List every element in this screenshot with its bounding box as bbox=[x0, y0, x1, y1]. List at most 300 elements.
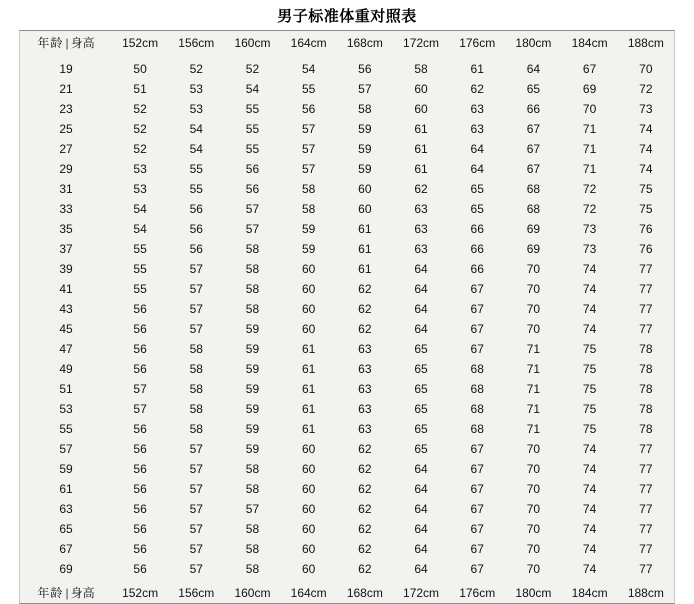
table-row bbox=[20, 399, 674, 419]
weight-cell: 70 bbox=[582, 102, 597, 116]
weight-cell: 59 bbox=[245, 422, 260, 436]
row-header-age: 29 bbox=[59, 162, 73, 176]
weight-cell: 66 bbox=[526, 102, 541, 116]
weight-cell: 67 bbox=[582, 62, 597, 76]
weight-cell: 78 bbox=[639, 402, 653, 416]
weight-cell: 63 bbox=[414, 242, 428, 256]
weight-cell: 57 bbox=[358, 82, 372, 96]
row-header-age: 25 bbox=[59, 122, 73, 136]
weight-cell: 57 bbox=[189, 262, 203, 276]
weight-cell: 58 bbox=[245, 262, 260, 276]
weight-cell: 76 bbox=[639, 222, 653, 236]
weight-cell: 65 bbox=[470, 182, 484, 196]
weight-cell: 57 bbox=[245, 222, 260, 236]
weight-cell: 67 bbox=[470, 282, 484, 296]
weight-cell: 56 bbox=[189, 242, 203, 256]
weight-cell: 56 bbox=[133, 522, 147, 536]
weight-cell: 75 bbox=[582, 422, 597, 436]
weight-cell: 68 bbox=[526, 202, 541, 216]
weight-cell: 56 bbox=[133, 302, 147, 316]
weight-cell: 73 bbox=[582, 242, 597, 256]
weight-cell: 61 bbox=[414, 142, 428, 156]
weight-cell: 72 bbox=[582, 202, 597, 216]
weight-cell: 56 bbox=[133, 502, 147, 516]
weight-cell: 70 bbox=[526, 542, 541, 556]
weight-cell: 56 bbox=[133, 562, 147, 576]
weight-cell: 61 bbox=[358, 242, 372, 256]
row-header-age: 19 bbox=[59, 62, 73, 76]
weight-cell: 58 bbox=[245, 542, 260, 556]
weight-cell: 78 bbox=[639, 422, 653, 436]
weight-cell: 54 bbox=[189, 142, 203, 156]
weight-cell: 61 bbox=[301, 342, 316, 356]
weight-cell: 63 bbox=[358, 402, 372, 416]
weight-cell: 74 bbox=[582, 282, 597, 296]
weight-cell: 54 bbox=[301, 62, 316, 76]
weight-cell: 60 bbox=[301, 462, 316, 476]
column-header: 172cm bbox=[403, 36, 440, 50]
weight-cell: 52 bbox=[189, 62, 203, 76]
weight-cell: 56 bbox=[189, 202, 203, 216]
table-row bbox=[20, 519, 674, 539]
weight-cell: 56 bbox=[133, 462, 147, 476]
weight-cell: 65 bbox=[414, 362, 428, 376]
weight-cell: 75 bbox=[582, 342, 597, 356]
weight-cell: 60 bbox=[414, 82, 428, 96]
weight-cell: 55 bbox=[245, 122, 260, 136]
weight-cell: 74 bbox=[582, 262, 597, 276]
weight-cell: 55 bbox=[301, 82, 316, 96]
weight-cell: 74 bbox=[639, 162, 653, 176]
row-header-age: 61 bbox=[59, 482, 73, 496]
weight-cell: 74 bbox=[639, 122, 653, 136]
weight-cell: 59 bbox=[245, 402, 260, 416]
weight-cell: 72 bbox=[639, 82, 653, 96]
row-header-age: 33 bbox=[59, 202, 73, 216]
weight-cell: 64 bbox=[414, 482, 428, 496]
weight-cell: 58 bbox=[414, 62, 428, 76]
row-header-age: 35 bbox=[59, 222, 73, 236]
weight-cell: 77 bbox=[639, 562, 653, 576]
weight-cell: 56 bbox=[245, 182, 260, 196]
weight-cell: 56 bbox=[133, 542, 147, 556]
weight-cell: 51 bbox=[133, 82, 147, 96]
weight-cell: 74 bbox=[582, 482, 597, 496]
weight-cell: 67 bbox=[470, 322, 484, 336]
row-header-age: 63 bbox=[59, 502, 73, 516]
weight-cell: 54 bbox=[189, 122, 203, 136]
weight-cell: 59 bbox=[245, 442, 260, 456]
column-footer: 176cm bbox=[459, 586, 496, 600]
row-header-age: 67 bbox=[59, 542, 73, 556]
weight-cell: 50 bbox=[133, 62, 147, 76]
weight-cell: 55 bbox=[245, 142, 260, 156]
column-footer: 152cm bbox=[122, 586, 159, 600]
weight-cell: 62 bbox=[358, 502, 372, 516]
row-header-age: 31 bbox=[59, 182, 73, 196]
row-header-age: 27 bbox=[59, 142, 73, 156]
weight-cell: 71 bbox=[582, 142, 597, 156]
weight-cell: 74 bbox=[582, 302, 597, 316]
weight-cell: 62 bbox=[358, 542, 372, 556]
weight-cell: 55 bbox=[133, 282, 147, 296]
table-row bbox=[20, 79, 674, 99]
column-header: 168cm bbox=[346, 36, 383, 50]
weight-cell: 78 bbox=[639, 382, 653, 396]
weight-cell: 70 bbox=[526, 462, 541, 476]
weight-cell: 68 bbox=[470, 362, 484, 376]
weight-cell: 62 bbox=[358, 482, 372, 496]
table-row bbox=[20, 199, 674, 219]
weight-cell: 53 bbox=[189, 102, 203, 116]
weight-cell: 64 bbox=[414, 302, 428, 316]
header-row bbox=[20, 31, 674, 55]
weight-cell: 67 bbox=[470, 562, 484, 576]
weight-cell: 56 bbox=[189, 222, 203, 236]
weight-cell: 56 bbox=[133, 322, 147, 336]
weight-cell: 60 bbox=[301, 262, 316, 276]
table-row bbox=[20, 159, 674, 179]
table-row bbox=[20, 559, 674, 579]
row-header-age: 37 bbox=[59, 242, 73, 256]
weight-cell: 77 bbox=[639, 542, 653, 556]
table-row bbox=[20, 239, 674, 259]
weight-cell: 71 bbox=[526, 342, 541, 356]
weight-cell: 62 bbox=[358, 522, 372, 536]
corner-label-height: 身高 bbox=[70, 36, 95, 50]
weight-cell: 74 bbox=[582, 442, 597, 456]
weight-cell: 65 bbox=[414, 342, 428, 356]
weight-cell: 77 bbox=[639, 522, 653, 536]
page-title: 男子标准体重对照表 bbox=[277, 8, 417, 25]
column-header: 188cm bbox=[627, 36, 664, 50]
weight-cell: 57 bbox=[133, 382, 147, 396]
weight-cell: 62 bbox=[358, 302, 372, 316]
weight-cell: 58 bbox=[245, 462, 260, 476]
weight-cell: 68 bbox=[470, 422, 484, 436]
weight-cell: 63 bbox=[414, 202, 428, 216]
weight-cell: 53 bbox=[133, 182, 147, 196]
weight-cell: 59 bbox=[358, 162, 372, 176]
weight-cell: 66 bbox=[470, 262, 484, 276]
weight-cell: 57 bbox=[189, 522, 203, 536]
weight-cell: 67 bbox=[470, 462, 484, 476]
weight-cell: 67 bbox=[526, 122, 541, 136]
weight-cell: 71 bbox=[526, 402, 541, 416]
weight-cell: 64 bbox=[414, 282, 428, 296]
weight-cell: 58 bbox=[245, 482, 260, 496]
weight-cell: 67 bbox=[470, 502, 484, 516]
weight-cell: 75 bbox=[639, 202, 653, 216]
weight-cell: 63 bbox=[358, 342, 372, 356]
column-header: 156cm bbox=[178, 36, 215, 50]
weight-cell: 69 bbox=[526, 242, 541, 256]
column-header: 180cm bbox=[515, 36, 552, 50]
row-header-age: 59 bbox=[59, 462, 73, 476]
weight-cell: 60 bbox=[358, 182, 372, 196]
weight-cell: 62 bbox=[358, 322, 372, 336]
weight-cell: 57 bbox=[189, 302, 203, 316]
weight-cell: 57 bbox=[189, 562, 203, 576]
weight-cell: 52 bbox=[133, 102, 147, 116]
table-row bbox=[20, 479, 674, 499]
table-row bbox=[20, 459, 674, 479]
table-row bbox=[20, 99, 674, 119]
weight-cell: 77 bbox=[639, 482, 653, 496]
weight-cell: 61 bbox=[470, 62, 484, 76]
weight-cell: 62 bbox=[358, 462, 372, 476]
weight-cell: 67 bbox=[470, 542, 484, 556]
corner-label-height: 身高 bbox=[70, 586, 95, 600]
weight-cell: 71 bbox=[526, 362, 541, 376]
weight-cell: 57 bbox=[189, 462, 203, 476]
weight-cell: 57 bbox=[245, 502, 260, 516]
weight-cell: 62 bbox=[358, 562, 372, 576]
table-row bbox=[20, 539, 674, 559]
weight-cell: 76 bbox=[639, 242, 653, 256]
table-row bbox=[20, 179, 674, 199]
weight-cell: 61 bbox=[358, 222, 372, 236]
weight-cell: 60 bbox=[301, 542, 316, 556]
weight-cell: 58 bbox=[245, 282, 260, 296]
weight-cell: 66 bbox=[470, 222, 484, 236]
table-body bbox=[20, 59, 674, 579]
weight-cell: 60 bbox=[301, 502, 316, 516]
weight-cell: 77 bbox=[639, 302, 653, 316]
weight-cell: 75 bbox=[582, 402, 597, 416]
weight-cell: 53 bbox=[133, 162, 147, 176]
weight-cell: 54 bbox=[133, 222, 147, 236]
weight-cell: 65 bbox=[414, 402, 428, 416]
column-header: 152cm bbox=[122, 36, 159, 50]
weight-cell: 55 bbox=[189, 182, 203, 196]
weight-cell: 71 bbox=[526, 382, 541, 396]
weight-cell: 59 bbox=[245, 342, 260, 356]
table-row bbox=[20, 359, 674, 379]
weight-cell: 58 bbox=[245, 522, 260, 536]
weight-cell: 60 bbox=[301, 482, 316, 496]
weight-cell: 77 bbox=[639, 502, 653, 516]
weight-cell: 62 bbox=[358, 442, 372, 456]
weight-cell: 68 bbox=[526, 182, 541, 196]
weight-cell: 61 bbox=[301, 422, 316, 436]
weight-cell: 56 bbox=[301, 102, 316, 116]
weight-cell: 56 bbox=[245, 162, 260, 176]
weight-cell: 56 bbox=[133, 482, 147, 496]
weight-cell: 55 bbox=[245, 102, 260, 116]
weight-cell: 65 bbox=[414, 422, 428, 436]
weight-cell: 65 bbox=[414, 382, 428, 396]
weight-cell: 71 bbox=[582, 122, 597, 136]
weight-cell: 60 bbox=[301, 442, 316, 456]
weight-cell: 68 bbox=[470, 382, 484, 396]
weight-cell: 63 bbox=[414, 222, 428, 236]
table-row bbox=[20, 419, 674, 439]
weight-cell: 56 bbox=[133, 342, 147, 356]
weight-cell: 57 bbox=[301, 142, 316, 156]
column-footer: 180cm bbox=[515, 586, 552, 600]
weight-cell: 58 bbox=[189, 402, 203, 416]
weight-cell: 60 bbox=[358, 202, 372, 216]
weight-cell: 70 bbox=[639, 62, 653, 76]
weight-cell: 61 bbox=[301, 402, 316, 416]
weight-cell: 74 bbox=[639, 142, 653, 156]
table-row bbox=[20, 319, 674, 339]
weight-cell: 58 bbox=[189, 382, 203, 396]
weight-cell: 74 bbox=[582, 502, 597, 516]
weight-cell: 70 bbox=[526, 262, 541, 276]
table-row bbox=[20, 139, 674, 159]
weight-cell: 75 bbox=[582, 362, 597, 376]
weight-cell: 71 bbox=[582, 162, 597, 176]
corner-separator: | bbox=[65, 36, 69, 50]
weight-cell: 57 bbox=[245, 202, 260, 216]
weight-cell: 67 bbox=[470, 302, 484, 316]
weight-cell: 58 bbox=[189, 342, 203, 356]
weight-cell: 58 bbox=[189, 422, 203, 436]
weight-cell: 60 bbox=[301, 282, 316, 296]
weight-cell: 58 bbox=[358, 102, 372, 116]
weight-cell: 78 bbox=[639, 342, 653, 356]
weight-cell: 59 bbox=[245, 322, 260, 336]
weight-cell: 61 bbox=[301, 382, 316, 396]
weight-cell: 52 bbox=[133, 142, 147, 156]
weight-cell: 74 bbox=[582, 562, 597, 576]
row-header-age: 51 bbox=[59, 382, 73, 396]
table-row bbox=[20, 339, 674, 359]
weight-cell: 57 bbox=[189, 322, 203, 336]
weight-cell: 60 bbox=[414, 102, 428, 116]
weight-cell: 58 bbox=[245, 562, 260, 576]
column-footer: 168cm bbox=[346, 586, 383, 600]
column-header: 184cm bbox=[571, 36, 608, 50]
corner-footer bbox=[20, 583, 112, 603]
weight-cell: 54 bbox=[245, 82, 260, 96]
weight-cell: 68 bbox=[470, 402, 484, 416]
row-header-age: 45 bbox=[59, 322, 73, 336]
column-header: 176cm bbox=[459, 36, 496, 50]
weight-cell: 57 bbox=[189, 282, 203, 296]
weight-cell: 63 bbox=[470, 122, 484, 136]
weight-cell: 63 bbox=[358, 382, 372, 396]
table-row bbox=[20, 279, 674, 299]
weight-cell: 77 bbox=[639, 262, 653, 276]
weight-cell: 57 bbox=[189, 502, 203, 516]
weight-cell: 62 bbox=[414, 182, 428, 196]
weight-cell: 60 bbox=[301, 302, 316, 316]
table-row bbox=[20, 119, 674, 139]
weight-cell: 70 bbox=[526, 302, 541, 316]
weight-cell: 64 bbox=[470, 142, 484, 156]
weight-cell: 64 bbox=[414, 522, 428, 536]
row-header-age: 49 bbox=[59, 362, 73, 376]
column-footer: 164cm bbox=[290, 586, 327, 600]
column-footer: 156cm bbox=[178, 586, 215, 600]
weight-cell: 56 bbox=[133, 422, 147, 436]
column-header: 160cm bbox=[234, 36, 271, 50]
weight-cell: 59 bbox=[301, 222, 316, 236]
weight-cell: 67 bbox=[470, 342, 484, 356]
weight-cell: 52 bbox=[133, 122, 147, 136]
weight-cell: 56 bbox=[358, 62, 372, 76]
weight-cell: 57 bbox=[301, 122, 316, 136]
weight-cell: 74 bbox=[582, 522, 597, 536]
weight-cell: 69 bbox=[526, 222, 541, 236]
weight-cell: 61 bbox=[358, 262, 372, 276]
row-header-age: 41 bbox=[59, 282, 73, 296]
weight-cell: 63 bbox=[470, 102, 484, 116]
weight-cell: 60 bbox=[301, 322, 316, 336]
weight-cell: 57 bbox=[133, 402, 147, 416]
weight-cell: 61 bbox=[301, 362, 316, 376]
column-footer: 160cm bbox=[234, 586, 271, 600]
weight-cell: 58 bbox=[245, 302, 260, 316]
row-header-age: 55 bbox=[59, 422, 73, 436]
weight-cell: 56 bbox=[133, 442, 147, 456]
standard-weight-table bbox=[20, 31, 674, 603]
weight-cell: 75 bbox=[639, 182, 653, 196]
weight-cell: 53 bbox=[189, 82, 203, 96]
weight-cell: 69 bbox=[582, 82, 597, 96]
weight-cell: 70 bbox=[526, 522, 541, 536]
weight-cell: 74 bbox=[582, 322, 597, 336]
weight-cell: 77 bbox=[639, 462, 653, 476]
weight-cell: 64 bbox=[414, 502, 428, 516]
column-footer: 184cm bbox=[571, 586, 608, 600]
column-footer: 188cm bbox=[627, 586, 664, 600]
weight-cell: 57 bbox=[301, 162, 316, 176]
row-header-age: 23 bbox=[59, 102, 73, 116]
row-header-age: 65 bbox=[59, 522, 73, 536]
table-row bbox=[20, 59, 674, 79]
weight-cell: 57 bbox=[189, 542, 203, 556]
weight-cell: 64 bbox=[526, 62, 541, 76]
weight-cell: 61 bbox=[414, 162, 428, 176]
weight-cell: 65 bbox=[414, 442, 428, 456]
table-footer bbox=[20, 579, 674, 603]
weight-cell: 60 bbox=[301, 522, 316, 536]
weight-cell: 73 bbox=[582, 222, 597, 236]
corner-label-age: 年龄 bbox=[37, 586, 64, 600]
weight-cell: 55 bbox=[133, 242, 147, 256]
weight-cell: 63 bbox=[358, 362, 372, 376]
weight-cell: 57 bbox=[189, 442, 203, 456]
table-header bbox=[20, 31, 674, 59]
weight-cell: 66 bbox=[470, 242, 484, 256]
weight-cell: 64 bbox=[414, 542, 428, 556]
row-header-age: 39 bbox=[59, 262, 73, 276]
weight-cell: 74 bbox=[582, 462, 597, 476]
table-row bbox=[20, 219, 674, 239]
weight-cell: 65 bbox=[526, 82, 541, 96]
weight-cell: 70 bbox=[526, 562, 541, 576]
table-row bbox=[20, 259, 674, 279]
weight-cell: 70 bbox=[526, 282, 541, 296]
table-row bbox=[20, 299, 674, 319]
weight-cell: 52 bbox=[245, 62, 260, 76]
weight-cell: 67 bbox=[470, 442, 484, 456]
weight-cell: 70 bbox=[526, 442, 541, 456]
weight-cell: 61 bbox=[414, 122, 428, 136]
row-header-age: 57 bbox=[59, 442, 73, 456]
weight-cell: 58 bbox=[189, 362, 203, 376]
weight-cell: 70 bbox=[526, 482, 541, 496]
column-header: 164cm bbox=[290, 36, 327, 50]
weight-cell: 59 bbox=[358, 142, 372, 156]
weight-cell: 55 bbox=[133, 262, 147, 276]
weight-cell: 70 bbox=[526, 322, 541, 336]
weight-cell: 54 bbox=[133, 202, 147, 216]
